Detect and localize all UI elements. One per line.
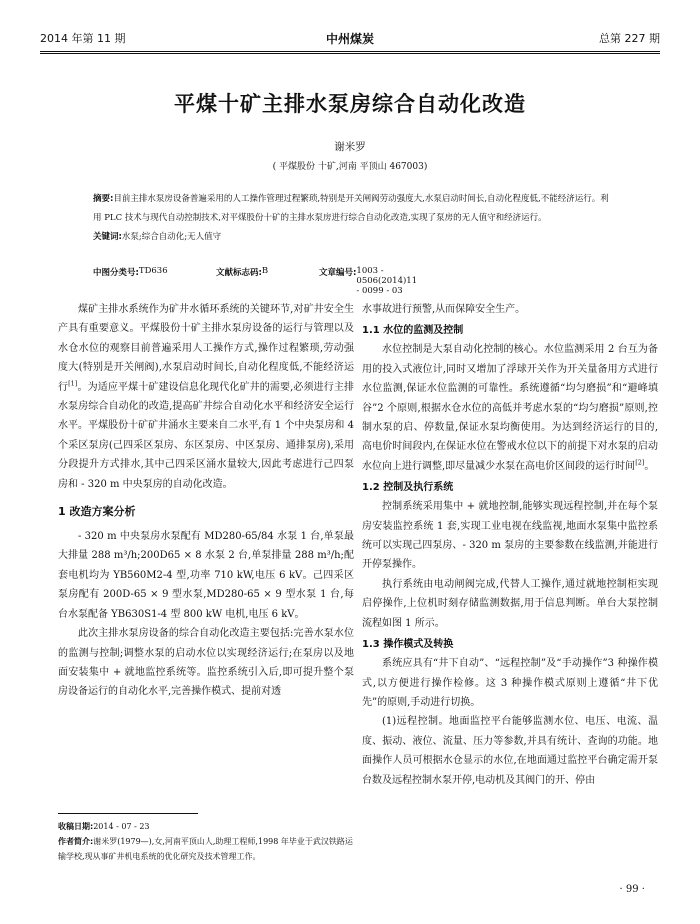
article-no-value: 1003 - 0506(2014)11 - 0099 - 03 bbox=[356, 266, 418, 296]
page-number: · 99 · bbox=[619, 884, 645, 895]
keywords-line bbox=[93, 228, 613, 247]
subsection-heading: 1.2 控制及执行系统 bbox=[362, 482, 454, 494]
running-header bbox=[40, 30, 660, 46]
body-paragraph: 执行系统由电动闸阀完成,代替人工操作,通过就地控制柜实现启停操作,上位机时刻存储监测数据,用于信息判断。单台大泵控制流程如图 1 所示。 bbox=[362, 578, 658, 629]
clc-label: 中图分类号: bbox=[93, 268, 139, 278]
body-paragraph: (1)远程控制。地面监控平台能够监测水位、电压、电流、温度、振动、液位、流量、压力等参数,并具有统计、查询的功能。地面操作人员可根据水仓显示的水位,在地面通过监控平台确定需开泵台数及远程控制水泵开停,电动机及其阀门的开、停由 bbox=[362, 716, 658, 786]
article-no-label: 文章编号: bbox=[319, 268, 357, 278]
body-paragraph: 水事故进行预警,从而保障安全生产。 bbox=[362, 304, 526, 315]
clc-value: TD636 bbox=[138, 266, 168, 276]
abstract-label: 摘要: bbox=[93, 194, 114, 204]
intro-text-cont: 。为适应平煤十矿建设信息化现代化矿井的需要,必须进行主排水泵房综合自动化的改造,提高矿井综合自动化水平和经济安全运行水平。平煤股份十矿矿井涌水主要来自二水平,有 1 个中央泵房和 4 个采区泵房(己四采区泵房、东区泵房、中区泵房、通排泵房),采用分段提升方式排水,其中己四采区涌水量较大,因此考虑进行己四泵房和 - 320 m 中央泵房的自动化改造。 bbox=[58, 381, 354, 490]
doc-code-value: B bbox=[261, 266, 269, 276]
body-paragraph bbox=[362, 340, 658, 476]
clc-item bbox=[93, 266, 168, 278]
doc-code-label: 文献标志码: bbox=[216, 268, 262, 278]
body-text: 水位控制是大泵自动化控制的核心。水位监测采用 2 台互为备用的投入式液位计,同时又增加了浮球开关作为开关量备用方式进行水位监测,保证水位监测的可靠性。系统遵循“均匀磨损”和“避峰填谷”2 个原则,根据水仓水位的高低并考虑水泵的“均匀磨损”原则,控制水泵的启、停数量,保证水泵均衡使用。为达到经济运行的目的,高电价时间段内,在保证水位在警戒水位以下的前提下对水泵的启动水位向上进行调整,即尽量减少水泵在高电价区间段的运行时间 bbox=[362, 344, 658, 472]
header-rule bbox=[40, 51, 660, 54]
body-paragraph: 控制系统采用集中 + 就地控制,能够实现远程控制,并在每个泵房安装监控系统 1 套,实现工业电视在线监视,地面水泵集中监控系统可以实现己四泵房、- 320 m 泵房的主要参数在线监测,并能进行开停泵操作。 bbox=[362, 501, 658, 571]
bio-label: 作者简介: bbox=[58, 837, 94, 846]
classification-row bbox=[93, 266, 613, 296]
intro-text: 煤矿主排水系统作为矿井水循环系统的关键环节,对矿井安全生产具有重要意义。平煤股份十矿主排水泵房设备的运行与管理以及水仓水位的观察目前普遍采用人工操作方式,操作过程繁琐,劳动强度大(特别是开关闸阀),水泵启动时间长,自动化程度低,不能经济运行 bbox=[58, 304, 354, 393]
abstract-block bbox=[93, 190, 613, 247]
bio-text: 谢米罗(1979—),女,河南平顶山人,助理工程师,1998 年毕业于武汉铁路运输学校,现从事矿井机电系统的优化研究及技术管理工作。 bbox=[58, 837, 353, 861]
article-no-item bbox=[319, 266, 418, 296]
subsection-heading: 1.1 水位的监测及控制 bbox=[362, 325, 464, 337]
keywords-label: 关键词: bbox=[93, 232, 122, 242]
body-paragraph: 系统应具有“井下自动”、“远程控制”及“手动操作”3 种操作模式,以方便进行操作检修。这 3 种操作模式原则上遵循“井下优先”的原则,手动进行切换。 bbox=[362, 658, 658, 708]
left-column bbox=[58, 300, 354, 702]
body-paragraph: - 320 m 中央泵房水泵配有 MD280-65/84 水泵 1 台,单泵最大排量 288 m³/h;200D65 × 8 水泵 2 台,单泵排量 288 m³/h;配套电机均为 YB560M2-4 型,功率 710 kW,电压 6 kV。己四采区泵房配有 200D-65 × 9 型水泵,MD280-65 × 9 型水泵 1 台,每台水泵配备 YB630S1-4 型 800 kW 电机,电压 6 kV。 bbox=[58, 531, 354, 620]
article-title: 平煤十矿主排水泵房综合自动化改造 bbox=[174, 92, 526, 116]
intro-paragraph bbox=[58, 300, 354, 494]
footnote-rule bbox=[58, 813, 198, 814]
journal-name: 中州煤炭 bbox=[325, 32, 374, 46]
doc-code-item bbox=[216, 266, 269, 278]
author-bio-line bbox=[58, 834, 354, 864]
citation-ref: [2] bbox=[635, 458, 645, 467]
right-column bbox=[362, 300, 658, 790]
citation-ref: [1] bbox=[68, 379, 78, 388]
received-label: 收稿日期: bbox=[58, 822, 94, 831]
body-text: 。 bbox=[644, 460, 655, 472]
issue-label: 2014 年第 11 期 bbox=[40, 32, 126, 45]
footnote-block bbox=[58, 819, 354, 864]
abstract-paragraph bbox=[93, 190, 613, 228]
received-date: 2014 - 07 - 23 bbox=[93, 822, 150, 831]
author-name: 谢米罗 bbox=[334, 141, 366, 153]
keywords-text: 水泵;综合自动化;无人值守 bbox=[121, 232, 222, 242]
author-affiliation: ( 平煤股份 十矿,河南 平顶山 467003) bbox=[272, 162, 428, 172]
subsection-heading: 1.3 操作模式及转换 bbox=[362, 639, 454, 651]
received-date-line bbox=[58, 819, 354, 834]
total-issue-label: 总第 227 期 bbox=[599, 32, 660, 45]
section-heading: 1 改造方案分析 bbox=[58, 505, 136, 519]
abstract-text: 目前主排水泵房设备普遍采用的人工操作管理过程繁琐,特别是开关闸阀劳动强度大,水泵启动时间长,自动化程度低,不能经济运行。利用 PLC 技术与现代自动控制技术,对平煤股份十矿的主排水泵房进行综合自动化改造,实现了泵房的无人值守和经济运行。 bbox=[93, 194, 609, 223]
body-paragraph: 此次主排水泵房设备的综合自动化改造主要包括:完善水泵水位的监测与控制;调整水泵的启动水位以实现经济运行;在泵房以及地面安装集中 + 就地监控系统等。监控系统引入后,即可提升整个泵房设备运行的自动化水平,完善操作模式、提前对透 bbox=[58, 628, 354, 698]
